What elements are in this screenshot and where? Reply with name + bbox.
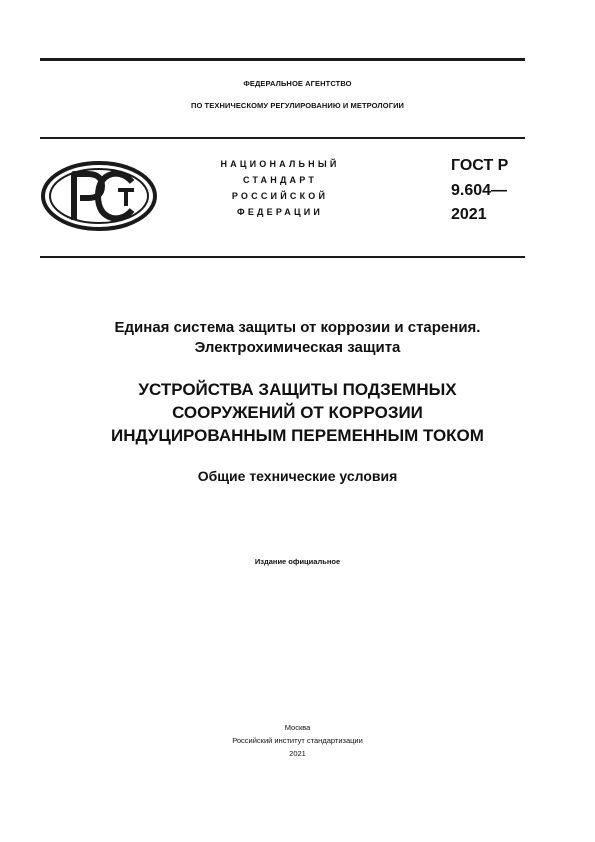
publisher-year: 2021 xyxy=(289,749,306,758)
main-title-line-2: СООРУЖЕНИЙ ОТ КОРРОЗИИ xyxy=(172,403,423,422)
gost-prefix: ГОСТ Р xyxy=(451,157,509,174)
rst-certification-mark-icon xyxy=(40,160,158,232)
series-title-line-2: Электрохимическая защита xyxy=(194,339,401,356)
edition-note: Издание официальное xyxy=(254,557,341,566)
main-title-line-1: УСТРОЙСТВА ЗАЩИТЫ ПОДЗЕМНЫХ xyxy=(138,380,457,399)
agency-line-2: ПО ТЕХНИЧЕСКОМУ РЕГУЛИРОВАНИЮ И МЕТРОЛОГИИ xyxy=(190,101,405,110)
national-standard-line-2: СТАНДАРТ xyxy=(242,175,318,185)
agency-line-1: ФЕДЕРАЛЬНОЕ АГЕНТСТВО xyxy=(243,79,352,88)
national-standard-line-4: ФЕДЕРАЦИИ xyxy=(236,207,324,217)
document-subtitle: Общие технические условия xyxy=(197,468,398,484)
middle-rule xyxy=(40,137,525,139)
bottom-rule xyxy=(40,256,525,258)
national-standard-line-1: НАЦИОНАЛЬНЫЙ xyxy=(220,159,340,169)
top-rule xyxy=(40,58,525,61)
national-standard-line-3: РОССИЙСКОЙ xyxy=(231,191,329,201)
gost-year: 2021 xyxy=(451,206,487,223)
gost-number: 9.604— xyxy=(451,182,508,199)
main-title-line-3: ИНДУЦИРОВАННЫМ ПЕРЕМЕННЫМ ТОКОМ xyxy=(111,426,484,445)
publisher-city: Москва xyxy=(284,723,311,732)
series-title-line-1: Единая система защиты от коррозии и старения. xyxy=(114,319,481,336)
publisher-institute: Российский институт стандартизации xyxy=(232,736,363,745)
